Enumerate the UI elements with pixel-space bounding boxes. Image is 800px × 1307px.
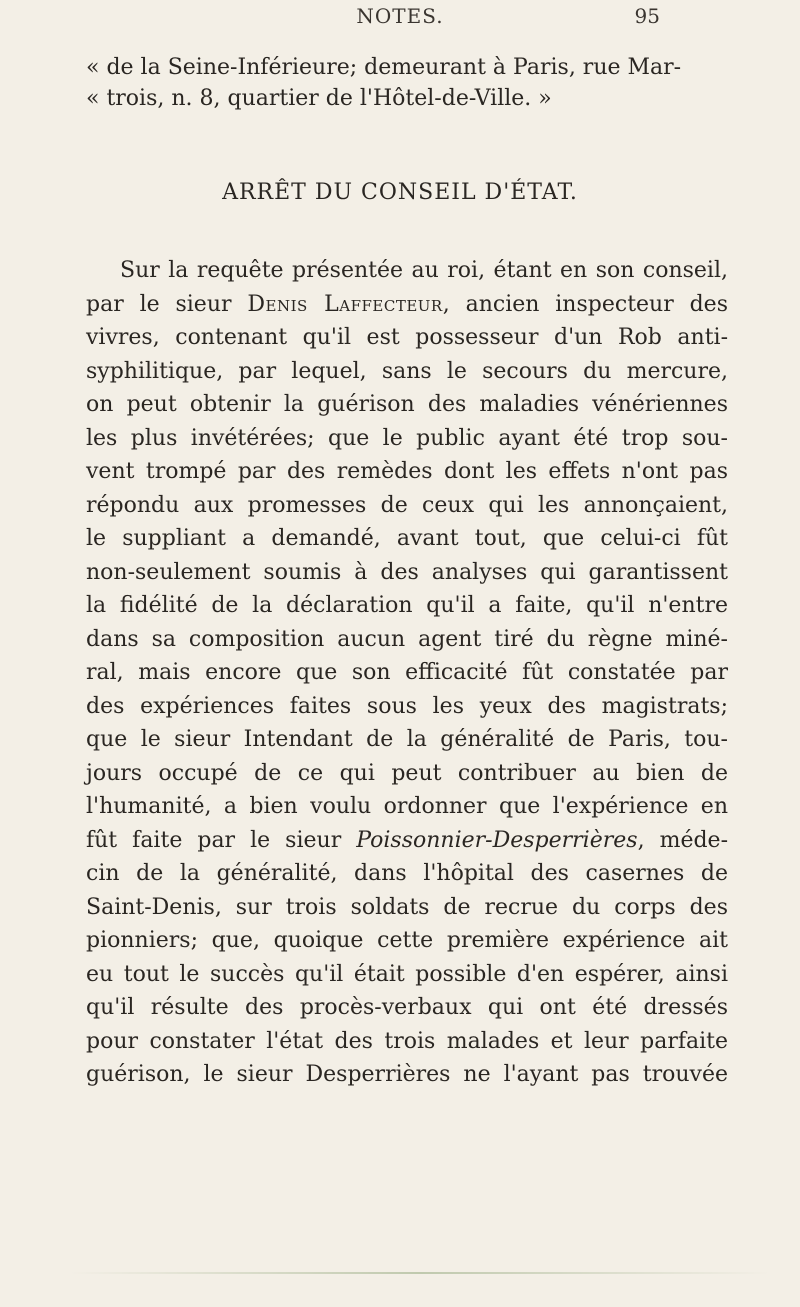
page-number: 95 [634,4,660,28]
text-fragment: , ancien inspecteur des [442,291,728,317]
text-fragment: , méde- [637,827,728,853]
text-line: vent trompé par des remèdes dont les effets n'ont pas [86,459,728,484]
text-line [86,288,728,322]
running-head [0,4,800,44]
quotation-continuation [86,52,726,114]
quote-line: « de la Seine-Inférieure; demeurant à Paris, rue Mar- [86,55,682,80]
text-line: guérison, le sieur Desperrières ne l'ayant pas trouvée [86,1062,728,1087]
text-line: le suppliant a demandé, avant tout, que celui-ci fût [86,526,728,551]
text-line: pour constater l'état des trois malades et leur parfaite [86,1028,728,1054]
text-line: l'humanité, a bien voulu ordonner que l'expérience en [86,794,728,819]
text-line: que le sieur Intendant de la généralité de Paris, tou- [86,727,728,752]
page-edge-mark [70,1272,770,1274]
text-line: des expériences faites sous les yeux des magistrats; [86,693,728,719]
text-line: les plus invétérées; que le public ayant été trop sou- [86,425,728,451]
person-name: Denis Laffecteur [247,291,443,317]
section-heading: ARRÊT DU CONSEIL D'ÉTAT. [222,180,578,205]
text-line: la fidélité de la déclaration qu'il a faite, qu'il n'entre [86,593,728,618]
running-title: NOTES. [356,4,444,28]
text-line: Saint-Denis, sur trois soldats de recrue du corps des [86,894,728,920]
person-name: Poissonnier-Desperrières [356,827,638,853]
text-line: pionniers; que, quoique cette première expérience ait [86,928,728,953]
text-line: jours occupé de ce qui peut contribuer au bien de [86,760,728,786]
text-fragment: fût faite par le sieur [86,827,357,853]
text-line: répondu aux promesses de ceux qui les annonçaient, [86,492,728,518]
text-line: cin de la généralité, dans l'hôpital des casernes de [86,861,728,886]
text-line: ral, mais encore que son efficacité fût constatée par [86,660,728,685]
body-paragraph [86,254,728,1092]
text-line: qu'il résulte des procès-verbaux qui ont été dressés [86,995,728,1020]
text-fragment: par le sieur [86,291,248,317]
text-line: syphilitique, par lequel, sans le secours du mercure, [86,358,728,384]
quote-line: « trois, n. 8, quartier de l'Hôtel-de-Ville. » [86,86,552,111]
text-line: Sur la requête présentée au roi, étant en son conseil, [120,258,728,283]
text-line: on peut obtenir la guérison des maladies vénériennes [86,392,728,417]
text-line: eu tout le succès qu'il était possible d'en espérer, ainsi [86,961,728,987]
text-line [86,824,728,858]
text-line: non-seulement soumis à des analyses qui garantissent [86,559,728,585]
text-line: dans sa composition aucun agent tiré du règne miné- [86,626,728,652]
text-line: vivres, contenant qu'il est possesseur d'un Rob anti- [86,325,728,350]
